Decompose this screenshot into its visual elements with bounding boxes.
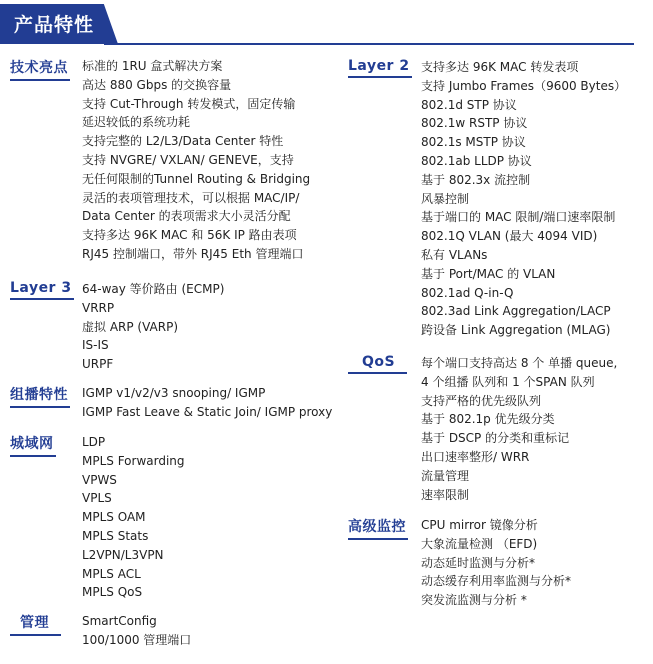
feature-item: 出口速率整形/ WRR bbox=[421, 449, 530, 464]
feature-item: 跨设备 Link Aggregation (MLAG) bbox=[421, 323, 611, 338]
feature-item: IS-IS bbox=[82, 338, 109, 353]
feature-list bbox=[421, 58, 626, 340]
feature-item: 支持多达 96K MAC 和 56K IP 路由表项 bbox=[82, 228, 297, 243]
feature-item: VPLS bbox=[82, 491, 112, 506]
feature-item: 802.1s MSTP 协议 bbox=[421, 135, 526, 150]
feature-item: 速率限制 bbox=[421, 487, 470, 502]
feature-item: MPLS OAM bbox=[82, 510, 146, 525]
page-title: 产品特性 bbox=[14, 14, 95, 36]
feature-item: VPWS bbox=[82, 472, 117, 487]
section-label: Layer 3 bbox=[10, 280, 74, 300]
feature-item: 延迟较低的系统功耗 bbox=[82, 115, 191, 130]
feature-item: MPLS QoS bbox=[82, 585, 143, 600]
feature-item: 私有 VLANs bbox=[421, 247, 488, 262]
feature-item: VRRP bbox=[82, 300, 115, 315]
feature-item: SmartConfig bbox=[82, 614, 157, 628]
section-label: 高级监控 bbox=[348, 516, 408, 540]
section-label: 组播特性 bbox=[10, 384, 70, 408]
section-label: Layer 2 bbox=[348, 58, 412, 78]
feature-list bbox=[82, 280, 224, 374]
feature-item: 无任何限制的Tunnel Routing & Bridging bbox=[82, 171, 311, 186]
feature-list bbox=[82, 433, 185, 602]
feature-item: CPU mirror 镜像分析 bbox=[421, 518, 538, 532]
feature-item: 802.3ad Link Aggregation/LACP bbox=[421, 304, 611, 319]
feature-list bbox=[82, 57, 310, 264]
feature-list bbox=[421, 354, 617, 504]
feature-item: 基于 DSCP 的分类和重标记 bbox=[421, 431, 570, 446]
feature-item: IGMP Fast Leave & Static Join/ IGMP proxy bbox=[82, 404, 333, 419]
feature-item: 虚拟 ARP (VARP) bbox=[82, 319, 179, 334]
feature-item: 支持完整的 L2/L3/Data Center 特性 bbox=[82, 134, 284, 149]
feature-item: 高达 880 Gbps 的交换容量 bbox=[82, 77, 232, 92]
feature-item: 每个端口支持高达 8 个 单播 queue, bbox=[421, 356, 618, 370]
feature-item: 100/1000 管理端口 bbox=[82, 632, 192, 647]
feature-item: 802.1d STP 协议 bbox=[421, 97, 517, 112]
section-label: 管理 bbox=[10, 612, 61, 636]
page-header bbox=[0, 0, 653, 46]
feature-list bbox=[82, 612, 191, 650]
feature-item: 突发流监测与分析 * bbox=[421, 593, 527, 608]
feature-item: 支持严格的优先级队列 bbox=[421, 393, 542, 408]
feature-item: 基于端口的 MAC 限制/端口速率限制 bbox=[421, 210, 616, 225]
feature-item: 基于 802.3x 流控制 bbox=[421, 172, 531, 187]
feature-item: RJ45 控制端口，带外 RJ45 Eth 管理端口 bbox=[82, 246, 304, 261]
section-label: QoS bbox=[348, 354, 407, 374]
feature-item: 802.1Q VLAN (最大 4094 VID) bbox=[421, 229, 598, 244]
feature-item: 64-way 等价路由 (ECMP) bbox=[82, 282, 225, 296]
feature-item: IGMP v1/v2/v3 snooping/ IGMP bbox=[82, 386, 266, 400]
feature-item: 动态延时监测与分析* bbox=[421, 555, 536, 570]
section-label: 技术亮点 bbox=[10, 57, 70, 81]
feature-item: 风暴控制 bbox=[421, 191, 470, 206]
feature-item: 基于 Port/MAC 的 VLAN bbox=[421, 266, 556, 281]
feature-item: MPLS Forwarding bbox=[82, 453, 185, 468]
feature-item: 灵活的表项管理技术，可以根据 MAC/IP/ bbox=[82, 190, 300, 205]
feature-item: 动态缓存利用率监测与分析* bbox=[421, 574, 572, 589]
feature-item: LDP bbox=[82, 435, 106, 449]
feature-item: URPF bbox=[82, 357, 114, 372]
feature-item: 支持多达 96K MAC 转发表项 bbox=[421, 60, 579, 74]
feature-item: 支持 Jumbo Frames（9600 Bytes） bbox=[421, 78, 627, 93]
feature-list bbox=[82, 384, 332, 422]
feature-list bbox=[421, 516, 571, 610]
section-label: 城域网 bbox=[10, 433, 56, 457]
feature-item: 基于 802.1p 优先级分类 bbox=[421, 412, 555, 427]
feature-item: 支持 Cut-Through 转发模式，固定传输 bbox=[82, 96, 296, 111]
feature-item: 标准的 1RU 盒式解决方案 bbox=[82, 59, 223, 73]
feature-item: 支持 NVGRE/ VXLAN/ GENEVE，支持 bbox=[82, 152, 294, 167]
feature-item: 4 个组播 队列和 1 个SPAN 队列 bbox=[421, 374, 595, 389]
feature-item: 802.1w RSTP 协议 bbox=[421, 116, 528, 131]
feature-item: MPLS ACL bbox=[82, 566, 141, 581]
feature-item: 802.1ab LLDP 协议 bbox=[421, 153, 532, 168]
feature-item: L2VPN/L3VPN bbox=[82, 547, 164, 562]
header-divider bbox=[104, 43, 634, 45]
feature-item: MPLS Stats bbox=[82, 528, 149, 543]
feature-item: 802.1ad Q-in-Q bbox=[421, 285, 514, 300]
feature-item: 大象流量检测 （EFD) bbox=[421, 536, 538, 551]
feature-item: Data Center 的表项需求大小灵活分配 bbox=[82, 209, 291, 224]
feature-item: 流量管理 bbox=[421, 468, 470, 483]
